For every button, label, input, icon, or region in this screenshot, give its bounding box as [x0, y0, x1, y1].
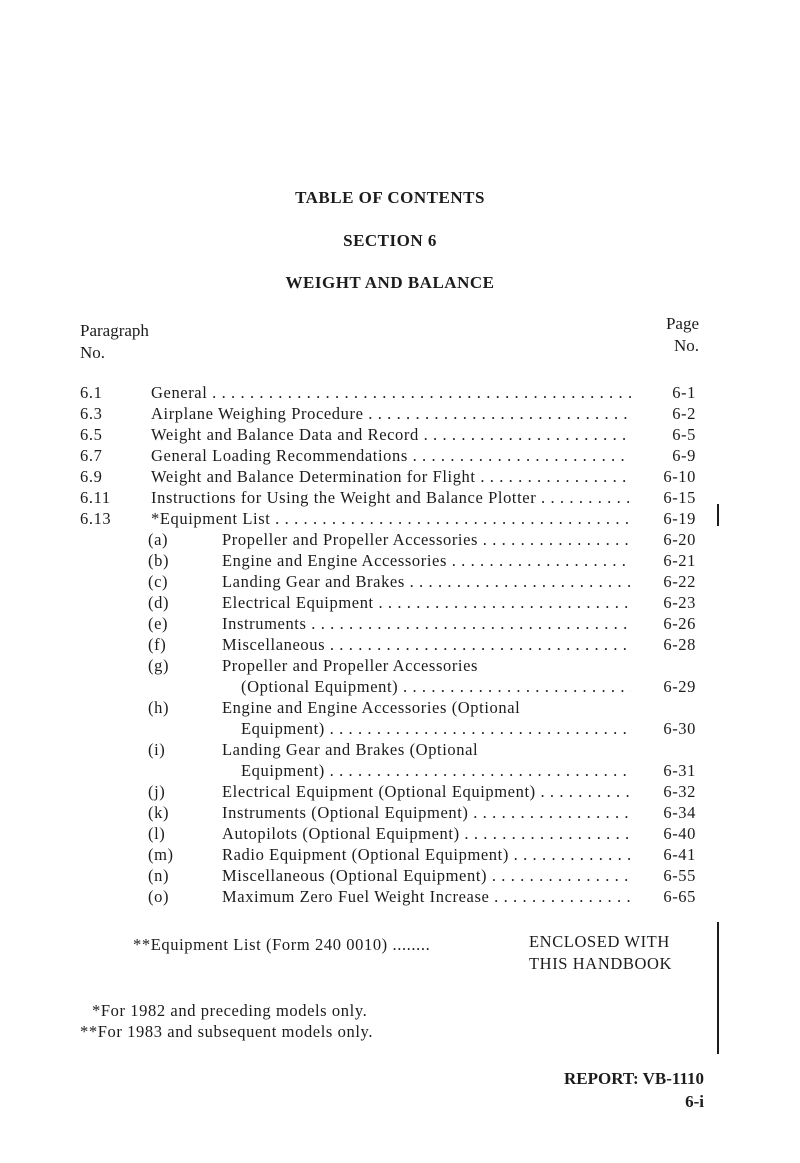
sub-entry-title: Radio Equipment (Optional Equipment) . . . — [222, 844, 631, 865]
toc-sub-entry — [0, 613, 800, 634]
paragraph-number: 6.11 — [80, 488, 111, 507]
entry-title: General Loading Recommendations . . . — [151, 445, 631, 466]
equipment-form-entry: **Equipment List (Form 240 0010) ........ — [133, 935, 431, 954]
footnote: *For 1982 and preceding models only. — [92, 1001, 368, 1020]
entry-title: General . . . — [151, 382, 631, 403]
sub-entry-letter: (g) — [148, 656, 170, 675]
enclosed-with-handbook — [529, 931, 672, 975]
page-number: 6-21 — [663, 551, 696, 570]
toc-sub-entry — [0, 781, 800, 802]
entry-title: Instructions for Using the Weight and Balance Plotter . . . — [151, 487, 631, 508]
sub-entry-letter: (b) — [148, 551, 170, 570]
report-page-number: 6-i — [685, 1092, 704, 1111]
page-number: 6-65 — [663, 887, 696, 906]
sub-entry-letter: (a) — [148, 530, 169, 549]
footnote: **For 1983 and subsequent models only. — [80, 1022, 374, 1041]
sub-entry-title: Autopilots (Optional Equipment) . . . — [222, 823, 631, 844]
entry-title: Weight and Balance Determination for Flight . . . — [151, 466, 631, 487]
sub-entry-title: Engine and Engine Accessories . . . — [222, 550, 631, 571]
sub-entry-title-continuation: Equipment) . . . — [241, 718, 631, 739]
page-number: 6-55 — [663, 866, 696, 885]
toc-sub-entry-continuation — [0, 760, 800, 781]
page-number: 6-22 — [663, 572, 696, 591]
page-column-header — [640, 313, 699, 357]
sub-entry-letter: (h) — [148, 698, 170, 717]
sub-entry-title: Miscellaneous . . . — [222, 634, 631, 655]
page-number: 6-2 — [672, 404, 696, 423]
revision-bar — [717, 922, 719, 1054]
enclosed-line1: ENCLOSED WITH — [529, 932, 670, 951]
toc-sub-entry — [0, 844, 800, 865]
toc-sub-entry — [0, 550, 800, 571]
page-number: 6-23 — [663, 593, 696, 612]
paragraph-number: 6.5 — [80, 425, 103, 444]
page-number: 6-19 — [663, 509, 696, 528]
sub-entry-letter: (i) — [148, 740, 166, 759]
entry-title: Weight and Balance Data and Record . . . — [151, 424, 631, 445]
paragraph-number: 6.13 — [80, 509, 112, 528]
sub-entry-letter: (k) — [148, 803, 170, 822]
toc-sub-entry — [0, 865, 800, 886]
entry-title: *Equipment List . . . — [151, 508, 631, 529]
sub-entry-title: Propeller and Propeller Accessories — [222, 656, 479, 675]
sub-entry-title: Instruments (Optional Equipment) . . . — [222, 802, 631, 823]
paragraph-number: 6.7 — [80, 446, 103, 465]
sub-entry-letter: (l) — [148, 824, 166, 843]
sub-entry-letter: (f) — [148, 635, 167, 654]
paragraph-number: 6.1 — [80, 383, 103, 402]
toc-entry — [0, 424, 800, 445]
sub-entry-letter: (d) — [148, 593, 170, 612]
page-number: 6-20 — [663, 530, 696, 549]
entry-title: Airplane Weighing Procedure . . . — [151, 403, 631, 424]
sub-entry-title: Landing Gear and Brakes (Optional — [222, 740, 479, 759]
sub-entry-letter: (o) — [148, 887, 170, 906]
toc-entry — [0, 487, 800, 508]
sub-entry-title: Propeller and Propeller Accessories . . . — [222, 529, 631, 550]
revision-bar — [717, 504, 719, 526]
page-header-line2: No. — [673, 336, 699, 355]
sub-entry-title: Miscellaneous (Optional Equipment) . . . — [222, 865, 631, 886]
sub-entry-title: Landing Gear and Brakes . . . — [222, 571, 631, 592]
sub-entry-title-continuation: Equipment) . . . — [241, 760, 631, 781]
page-number: 6-1 — [672, 383, 696, 402]
page-number: 6-26 — [663, 614, 696, 633]
page-number: 6-28 — [663, 635, 696, 654]
page-number: 6-29 — [663, 677, 696, 696]
toc-sub-entry — [0, 697, 800, 718]
toc-sub-entry — [0, 571, 800, 592]
toc-sub-entry — [0, 886, 800, 907]
page-number: 6-15 — [663, 488, 696, 507]
toc-sub-entry — [0, 739, 800, 760]
sub-entry-letter: (j) — [148, 782, 166, 801]
toc-sub-entry-continuation — [0, 718, 800, 739]
sub-entry-letter: (c) — [148, 572, 169, 591]
page-number: 6-9 — [672, 446, 696, 465]
toc-entry — [0, 403, 800, 424]
paragraph-number: 6.3 — [80, 404, 103, 423]
page-number: 6-5 — [672, 425, 696, 444]
toc-sub-entry — [0, 802, 800, 823]
toc-sub-entry — [0, 529, 800, 550]
page-number: 6-32 — [663, 782, 696, 801]
page-header-line1: Page — [665, 314, 699, 333]
enclosed-line2: THIS HANDBOOK — [529, 954, 673, 973]
sub-entry-title: Electrical Equipment . . . — [222, 592, 631, 613]
toc-sub-entry — [0, 634, 800, 655]
sub-entry-title: Instruments . . . — [222, 613, 631, 634]
sub-entry-letter: (n) — [148, 866, 170, 885]
sub-entry-letter: (e) — [148, 614, 169, 633]
toc-entry — [0, 445, 800, 466]
section-heading: SECTION 6 — [343, 231, 437, 250]
toc-entry — [0, 508, 800, 529]
toc-sub-entry-continuation — [0, 676, 800, 697]
page-number: 6-30 — [663, 719, 696, 738]
page-number: 6-34 — [663, 803, 696, 822]
page-number: 6-31 — [663, 761, 696, 780]
sub-entry-title: Engine and Engine Accessories (Optional — [222, 698, 521, 717]
report-number: REPORT: VB-1110 — [564, 1069, 704, 1088]
toc-sub-entry — [0, 592, 800, 613]
page-number: 6-40 — [663, 824, 696, 843]
page-title: TABLE OF CONTENTS — [295, 188, 485, 207]
sub-entry-title: Maximum Zero Fuel Weight Increase . . . — [222, 886, 631, 907]
page-number: 6-41 — [663, 845, 696, 864]
paragraph-header-line2: No. — [80, 343, 106, 362]
sub-entry-title: Electrical Equipment (Optional Equipment) . . . — [222, 781, 631, 802]
toc-sub-entry — [0, 655, 800, 676]
page-number: 6-10 — [663, 467, 696, 486]
section-subject: WEIGHT AND BALANCE — [285, 273, 495, 292]
toc-entry — [0, 382, 800, 403]
toc-sub-entry — [0, 823, 800, 844]
toc-entry — [0, 466, 800, 487]
paragraph-column-header — [80, 320, 149, 364]
paragraph-number: 6.9 — [80, 467, 103, 486]
sub-entry-letter: (m) — [148, 845, 174, 864]
paragraph-header-line1: Paragraph — [80, 321, 149, 340]
sub-entry-title-continuation: (Optional Equipment) . . . — [241, 676, 631, 697]
